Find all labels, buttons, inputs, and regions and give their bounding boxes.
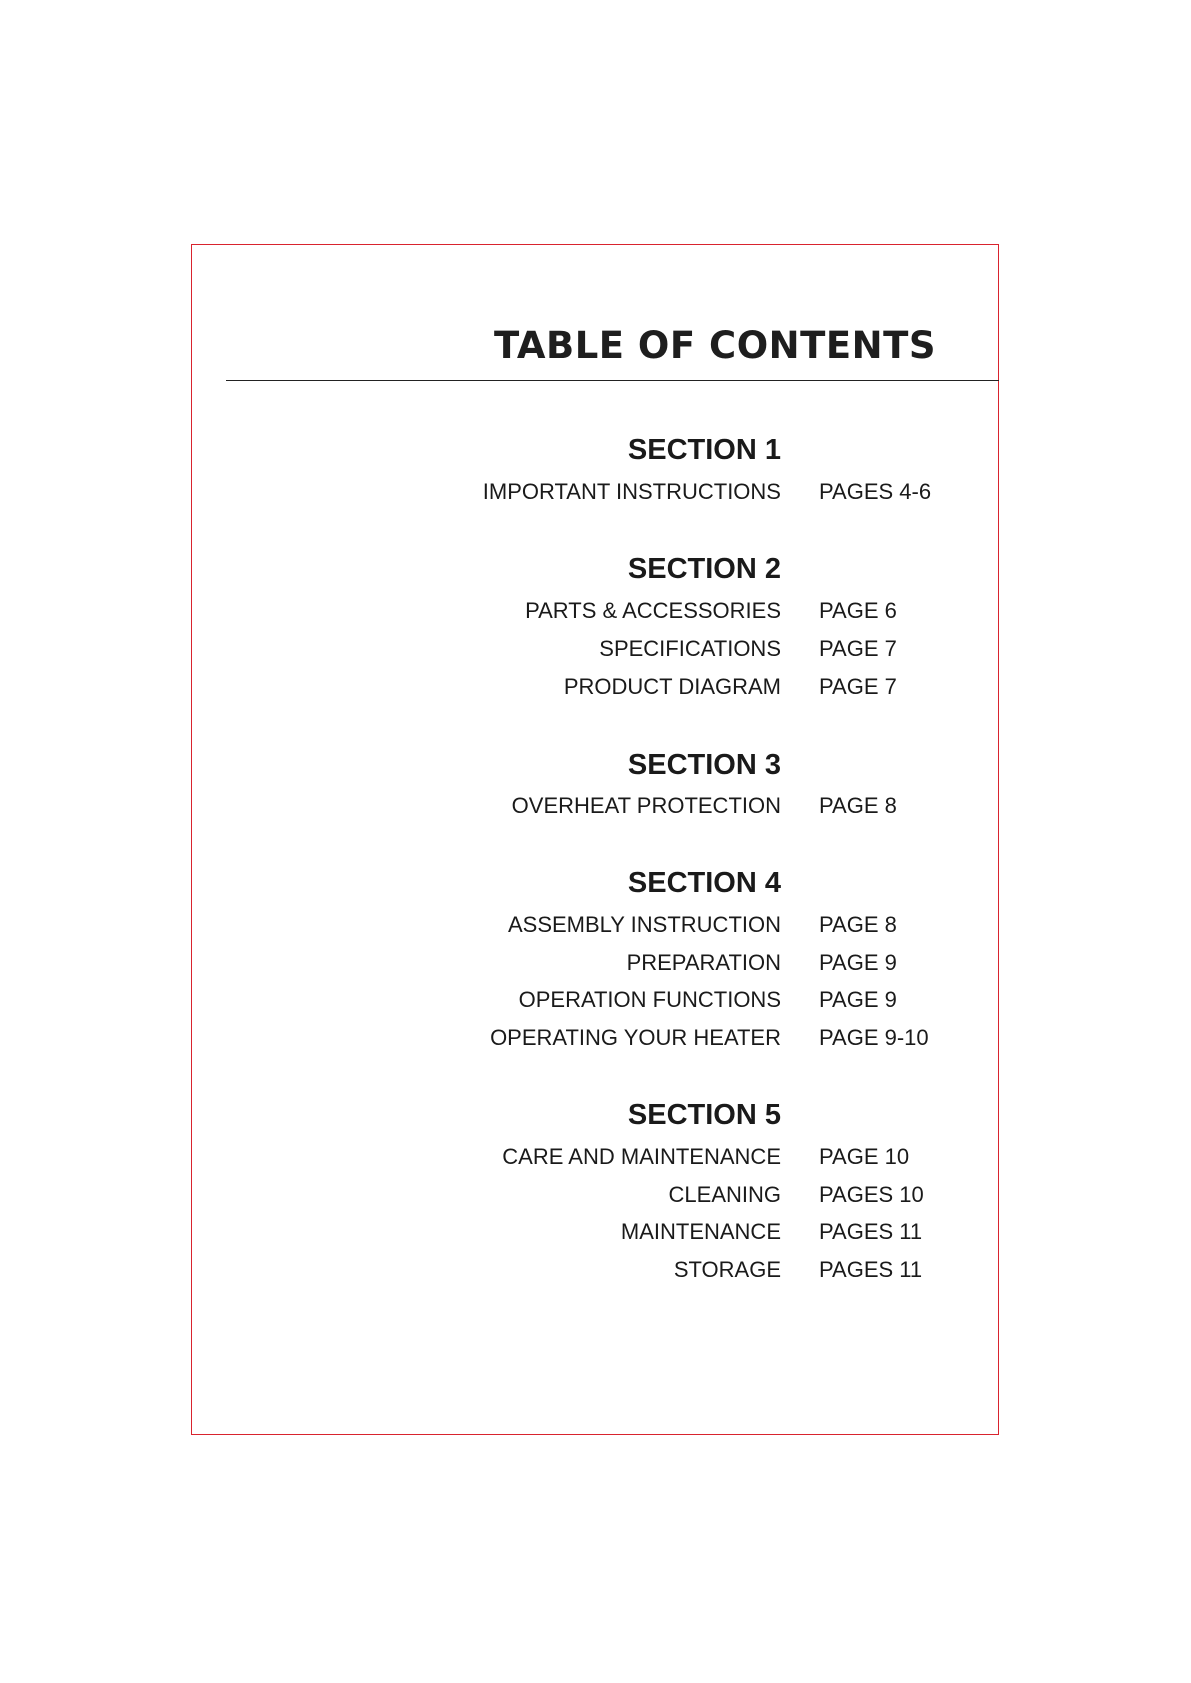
toc-entry-care-and-maintenance: CARE AND MAINTENANCE <box>502 1144 781 1169</box>
toc-entry-specifications: SPECIFICATIONS <box>599 636 781 661</box>
section-3-heading: SECTION 3 <box>627 749 781 781</box>
section-5-heading: SECTION 5 <box>627 1099 781 1131</box>
section-2-heading: SECTION 2 <box>627 553 781 585</box>
toc-entry-operation-functions: OPERATION FUNCTIONS <box>518 987 781 1012</box>
toc-page-cleaning: PAGES 10 <box>819 1182 924 1207</box>
toc-title: TABLE OF CONTENTS <box>494 324 936 367</box>
toc-page-assembly-instruction: PAGE 8 <box>819 912 897 937</box>
toc-entry-maintenance: MAINTENANCE <box>620 1219 781 1244</box>
toc-entry-operating-your-heater: OPERATING YOUR HEATER <box>490 1025 781 1050</box>
toc-entry-cleaning: CLEANING <box>668 1182 781 1207</box>
toc-entry-assembly-instruction: ASSEMBLY INSTRUCTION <box>507 912 781 937</box>
toc-entry-parts-accessories: PARTS & ACCESSORIES <box>525 598 781 623</box>
toc-page-specifications: PAGE 7 <box>819 636 897 661</box>
toc-page-operation-functions: PAGE 9 <box>819 987 897 1012</box>
toc-entry-important-instructions: IMPORTANT INSTRUCTIONS <box>482 479 781 504</box>
toc-entry-overheat-protection: OVERHEAT PROTECTION <box>511 793 781 818</box>
toc-page-care-and-maintenance: PAGE 10 <box>819 1144 910 1169</box>
toc-entry-storage: STORAGE <box>673 1257 781 1282</box>
toc-page-storage: PAGES 11 <box>819 1257 923 1282</box>
toc-page-product-diagram: PAGE 7 <box>819 674 897 699</box>
toc-entry-product-diagram: PRODUCT DIAGRAM <box>563 674 781 699</box>
section-4-heading: SECTION 4 <box>627 867 781 899</box>
toc-entry-preparation: PREPARATION <box>626 950 781 975</box>
toc-page-preparation: PAGE 9 <box>819 950 897 975</box>
toc-page-important-instructions: PAGES 4-6 <box>819 479 932 504</box>
toc-page-overheat-protection: PAGE 8 <box>819 793 897 818</box>
toc-page-operating-your-heater: PAGE 9-10 <box>819 1025 929 1050</box>
title-divider <box>226 380 999 381</box>
toc-page-maintenance: PAGES 11 <box>819 1219 923 1244</box>
section-1-heading: SECTION 1 <box>627 434 781 466</box>
toc-page-parts-accessories: PAGE 6 <box>819 598 897 623</box>
